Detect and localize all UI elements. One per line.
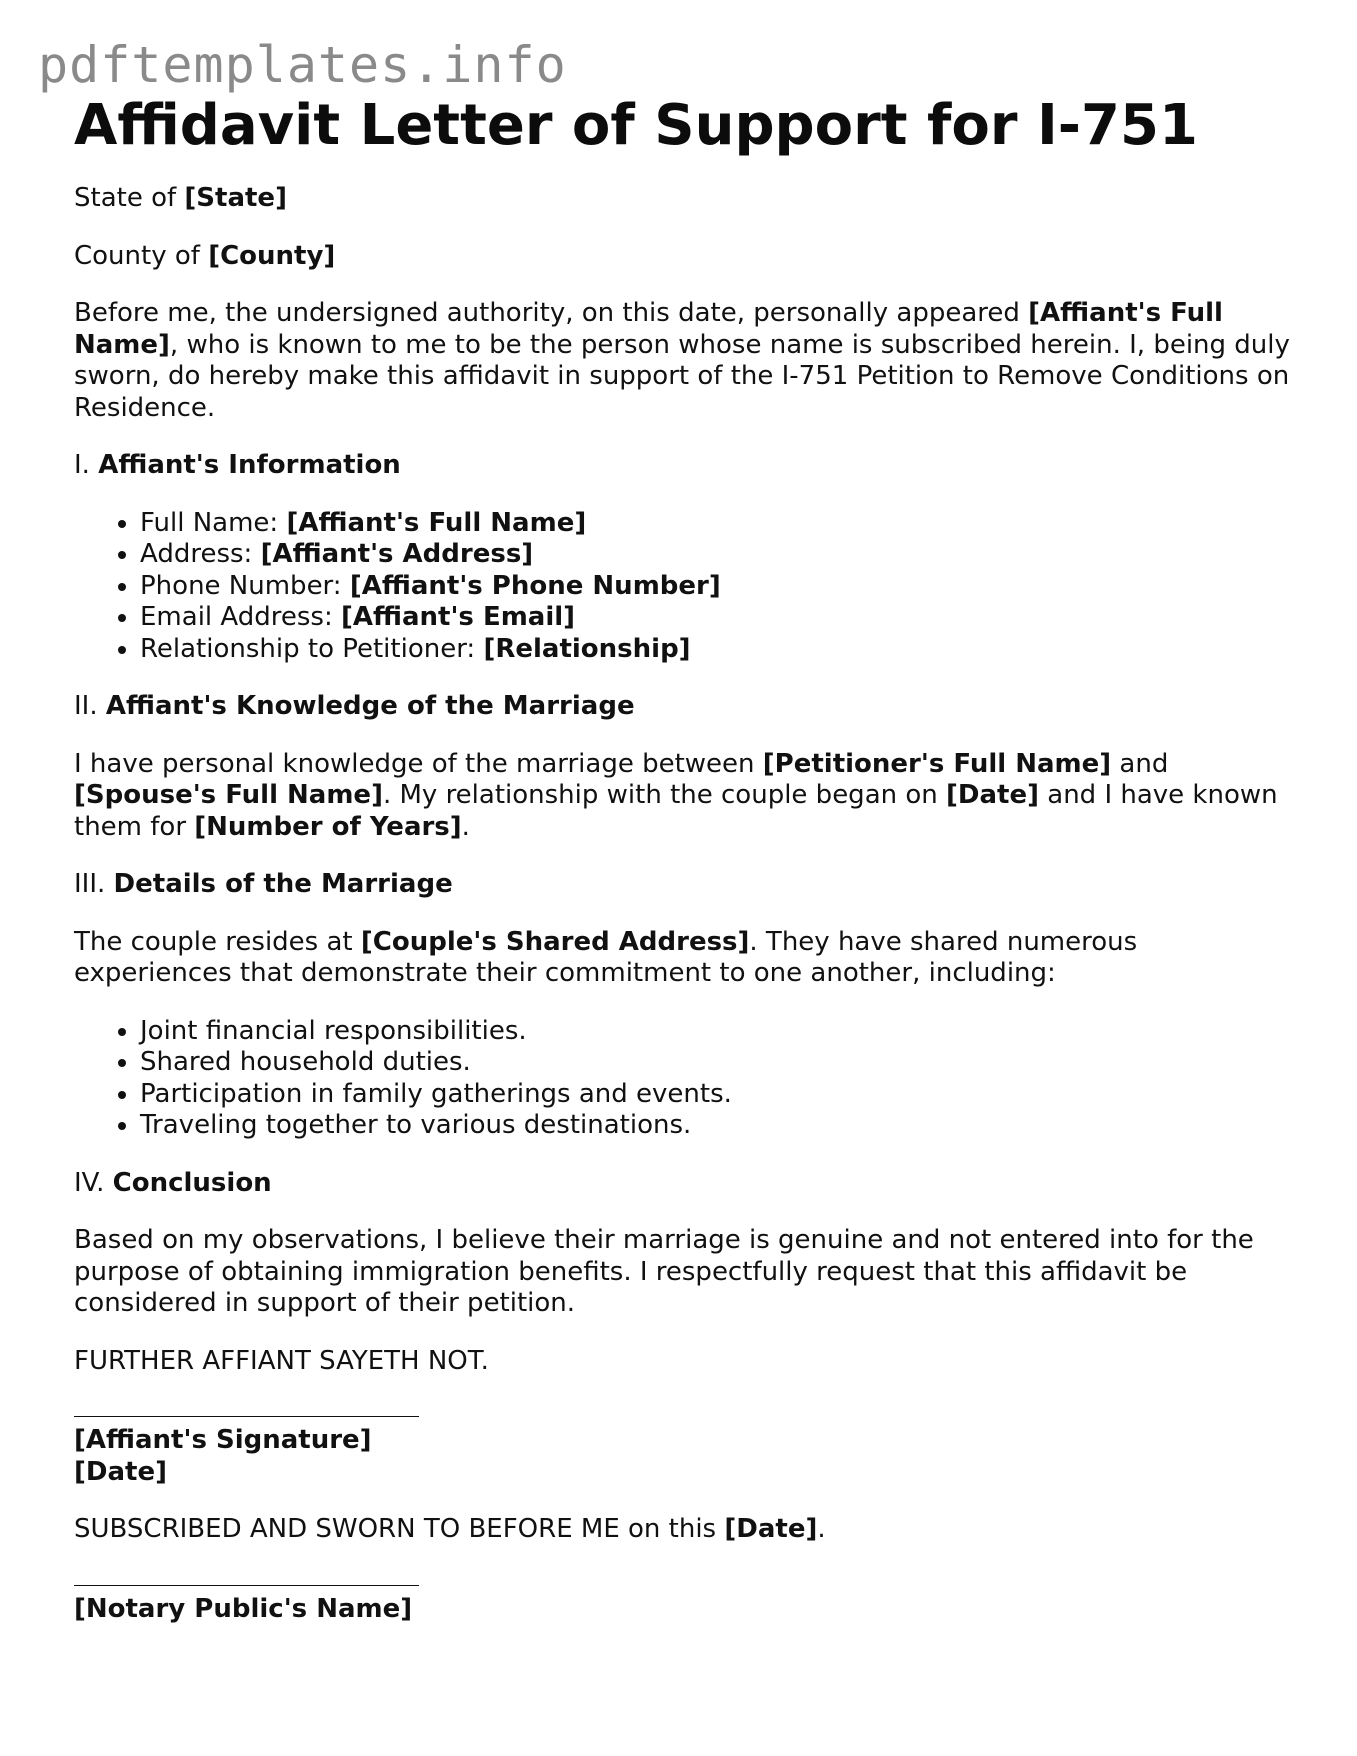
affiant-signature: [Affiant's Signature]	[74, 1425, 372, 1455]
list-item	[140, 539, 1294, 571]
intro-paragraph	[74, 298, 1294, 424]
county-value: [County]	[208, 240, 336, 271]
knowledge-text-4: and I have known them for	[74, 780, 1278, 842]
conclusion-paragraph: Based on my observations, I believe their marriage is genuine and not entered into for the purpose of obtaining immigration benefits. I respectfully request that this affidavit be considered in support of their petition.	[74, 1225, 1254, 1318]
knowledge-paragraph	[74, 749, 1294, 844]
signature-date: [Date]	[74, 1456, 167, 1487]
info-value: [Affiant's Full Name]	[286, 507, 587, 538]
list-item: • Traveling together to various destinations.	[140, 1110, 1294, 1142]
notary-signature-line	[74, 1585, 419, 1586]
relationship-date: [Date]	[946, 780, 1039, 810]
notary-name: [Notary Public's Name]	[74, 1593, 413, 1624]
section-3-number: III.	[74, 869, 106, 899]
signature-block	[74, 1425, 1294, 1488]
section-4-number: IV.	[74, 1167, 105, 1198]
info-label: Relationship to Petitioner:	[140, 633, 476, 664]
sworn-statement	[74, 1514, 1294, 1546]
section-3-heading	[74, 869, 1294, 901]
info-value: [Affiant's Address]	[260, 539, 534, 569]
closing-statement: FURTHER AFFIANT SAYETH NOT.	[74, 1345, 489, 1376]
info-label: Address:	[140, 539, 253, 569]
section-2-title: Affiant's Knowledge of the Marriage	[105, 691, 635, 721]
county-label: County of	[74, 240, 200, 271]
shared-experiences-list	[74, 1016, 1294, 1142]
county-line	[74, 241, 1294, 273]
years-known: [Number of Years]	[194, 811, 462, 842]
knowledge-text-3: . My relationship with the couple began on	[382, 780, 938, 810]
info-value: [Affiant's Phone Number]	[349, 570, 721, 601]
details-text-2: . They have shared numerous experiences that demonstrate their commitment to one another, including:	[74, 926, 1138, 988]
section-3-title: Details of the Marriage	[113, 869, 453, 899]
list-item: • Shared household duties.	[140, 1047, 1294, 1079]
knowledge-text-5: .	[461, 811, 470, 842]
info-label: Full Name:	[140, 507, 279, 538]
intro-text-2: , who is known to me to be the person whose name is subscribed herein. I, being duly sworn, do hereby make this affidavit in support of the I-751 Petition to Remove Conditions on Residence.	[74, 329, 1290, 423]
section-1-title: Affiant's Information	[98, 450, 401, 480]
petitioner-name: [Petitioner's Full Name]	[762, 748, 1112, 779]
list-item	[140, 634, 1294, 666]
shared-address: [Couple's Shared Address]	[360, 926, 750, 957]
state-value: [State]	[184, 183, 287, 213]
intro-affiant-name: [Affiant's Full Name]	[74, 298, 1223, 360]
knowledge-text-2: and	[1119, 748, 1169, 779]
document-title: Affidavit Letter of Support for I-751	[74, 93, 1198, 158]
section-1-heading	[74, 450, 1294, 482]
section-4-heading	[74, 1168, 1294, 1200]
state-label: State of	[74, 183, 177, 213]
knowledge-text-1: I have personal knowledge of the marriage between	[74, 748, 755, 779]
state-line	[74, 183, 1294, 215]
list-item	[140, 602, 1294, 634]
list-item: • Joint financial responsibilities.	[140, 1016, 1294, 1048]
list-item	[140, 508, 1294, 540]
affiant-info-list	[74, 508, 1294, 666]
list-item	[140, 571, 1294, 603]
info-value: [Relationship]	[483, 633, 691, 664]
marriage-details-paragraph	[74, 927, 1294, 990]
info-value: [Affiant's Email]	[340, 602, 576, 632]
notary-block	[74, 1594, 1294, 1626]
section-1-number: I.	[74, 450, 90, 480]
signature-line	[74, 1416, 419, 1417]
section-4-title: Conclusion	[112, 1167, 272, 1198]
section-2-heading	[74, 691, 1294, 723]
sworn-date: [Date]	[724, 1514, 818, 1544]
watermark: pdftemplates.info	[38, 36, 567, 94]
details-text-1: The couple resides at	[74, 926, 353, 957]
affidavit-document	[74, 92, 1294, 1625]
intro-text-1: Before me, the undersigned authority, on this date, personally appeared	[74, 298, 1020, 328]
spouse-name: [Spouse's Full Name]	[74, 780, 383, 810]
list-item: • Participation in family gatherings and events.	[140, 1079, 1294, 1111]
sworn-end: .	[817, 1514, 826, 1544]
sworn-text: SUBSCRIBED AND SWORN TO BEFORE ME on this	[74, 1514, 717, 1544]
info-label: Email Address:	[140, 602, 333, 632]
info-label: Phone Number:	[140, 570, 342, 601]
section-2-number: II.	[74, 691, 98, 721]
